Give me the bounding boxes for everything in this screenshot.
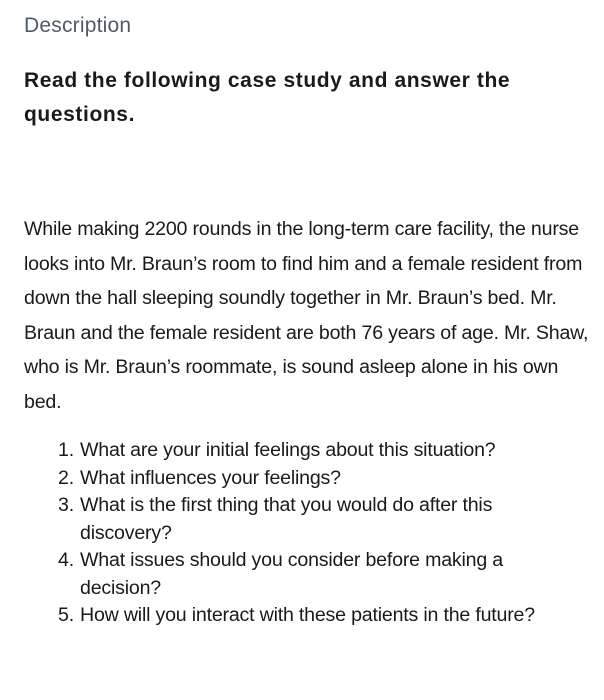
section-heading: Description: [24, 14, 132, 37]
question-number: 1.: [58, 439, 74, 461]
question-text: What is the first thing that you would do after this discovery?: [80, 494, 493, 544]
question-text: What issues should you consider before making a decision?: [80, 549, 503, 599]
question-number: 5.: [58, 604, 74, 626]
question-text: What are your initial feelings about this situation?: [80, 439, 496, 461]
question-item: [24, 492, 584, 547]
question-number: 3.: [58, 494, 74, 516]
question-item: [24, 437, 584, 465]
question-number: 4.: [58, 549, 74, 571]
question-item: [24, 602, 584, 630]
question-item: [24, 547, 584, 602]
question-list: [24, 437, 584, 630]
question-text: What influences your feelings?: [80, 466, 341, 489]
question-item: [24, 465, 584, 493]
question-text: How will you interact with these patients in the future?: [80, 604, 535, 626]
question-number: 2.: [58, 466, 74, 489]
case-study-text: While making 2200 rounds in the long-term care facility, the nurse looks into Mr. Braun’s room to find him and a female resident from down the hall sleeping soundly together in Mr. Braun’s bed. Mr. Braun and the female resident are both 76 years of age. Mr. Shaw, who is Mr. Braun’s roommate, is sound asleep alone in his own bed.: [24, 218, 589, 413]
instructions-text: Read the following case study and answer the questions.: [24, 69, 511, 126]
